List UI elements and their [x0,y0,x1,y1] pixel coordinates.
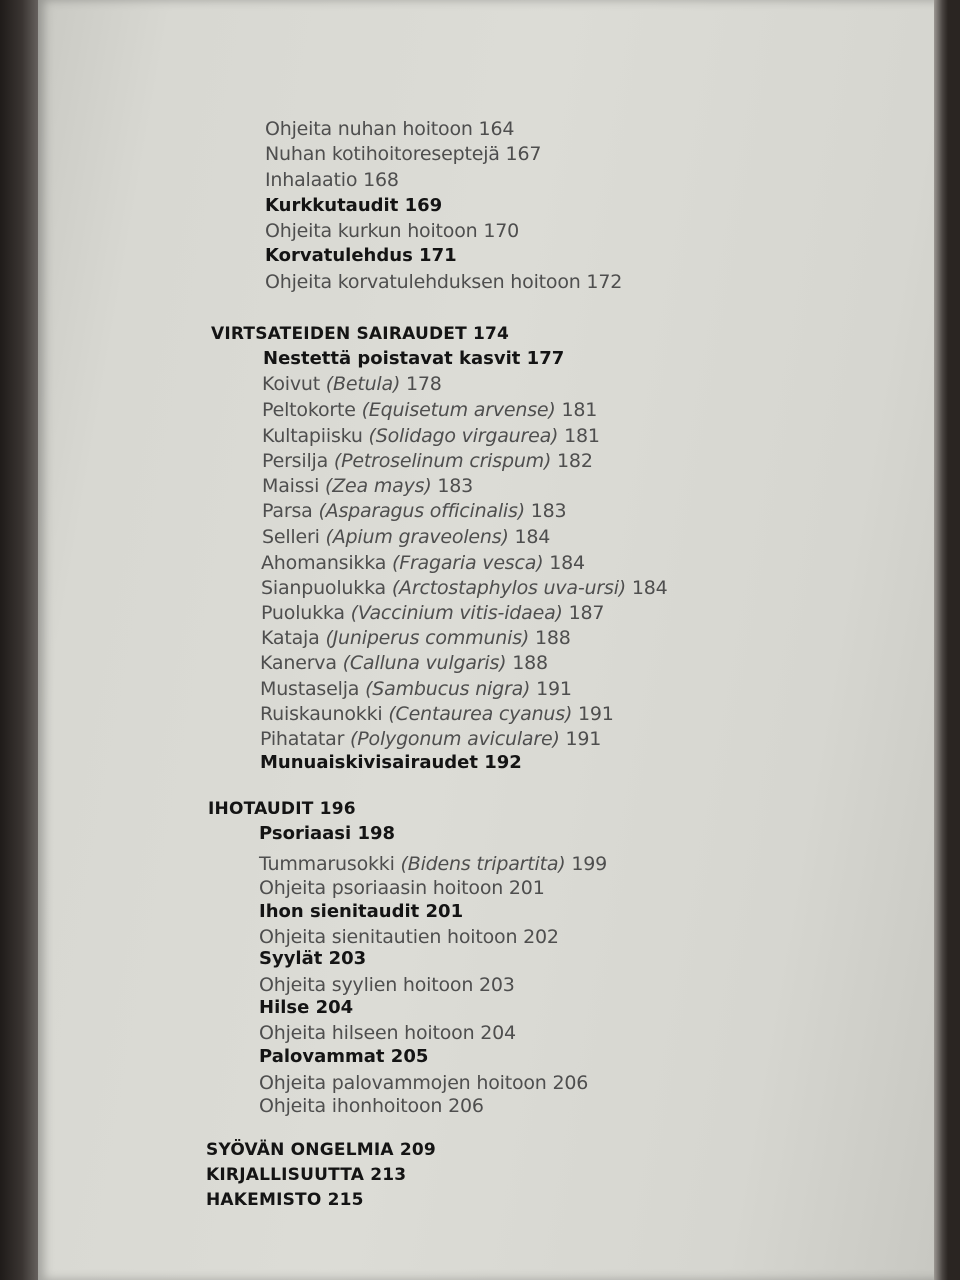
plant-latin-name: (Petroselinum crispum) [333,450,552,472]
plant-page: 183 [431,475,474,497]
plant-name: Peltokorte [262,399,362,421]
toc-section-heading: IHOTAUDIT 196 [208,799,356,819]
toc-subheading: Munuaiskivisairaudet 192 [260,752,522,773]
plant-name: Pihatatar [260,728,351,750]
toc-plant-entry [260,705,614,724]
toc-plant-entry [262,401,597,420]
book-spine [0,0,40,1280]
toc-section-heading: VIRTSATEIDEN SAIRAUDET 174 [211,324,510,344]
toc-entry: Ohjeita ihonhoitoon 206 [259,1095,484,1117]
toc-plant-entry [260,680,572,699]
plant-page: 191 [572,703,614,725]
toc-subheading: Hilse 204 [259,997,354,1018]
plant-page: 184 [625,577,668,599]
plant-page: 181 [555,399,598,421]
plant-name: Tummarusokki [259,853,401,875]
toc-entry: Inhalaatio 168 [265,169,399,191]
plant-latin-name: (Solidago virgaurea) [368,425,559,447]
plant-name: Koivut [262,373,326,395]
toc-section-heading: SYÖVÄN ONGELMIA 209 [206,1140,436,1160]
plant-latin-name: (Apium graveolens) [325,526,509,548]
toc-subheading: Ihon sienitaudit 201 [259,901,464,922]
plant-latin-name: (Asparagus officinalis) [318,500,525,522]
toc-plant-entry [261,579,668,598]
toc-plant-entry [262,452,593,471]
plant-page: 182 [551,450,593,472]
plant-name: Sianpuolukka [261,577,392,599]
toc-subheading: Korvatulehdus 171 [265,245,457,266]
toc-entry: Nuhan kotihoitoreseptejä 167 [265,143,542,165]
toc-section-heading: KIRJALLISUUTTA 213 [206,1165,407,1185]
toc-plant-entry [262,528,550,547]
plant-name: Maissi [262,475,326,497]
toc-entry: Ohjeita korvatulehduksen hoitoon 172 [265,271,623,293]
toc-plant-entry [261,629,571,648]
plant-latin-name: (Equisetum arvense) [361,399,556,421]
plant-page: 181 [558,425,600,447]
plant-page: 184 [543,552,585,574]
plant-page: 188 [529,627,571,649]
toc-entry: Ohjeita psoriaasin hoitoon 201 [259,877,545,899]
book-page [38,0,948,1280]
plant-name: Mustaselja [260,678,366,700]
plant-name: Ahomansikka [261,552,392,574]
toc-subheading: Kurkkutaudit 169 [265,195,443,216]
plant-page: 199 [565,853,607,875]
plant-page: 187 [562,602,605,624]
plant-latin-name: (Bidens tripartita) [400,853,566,875]
toc-entry: Ohjeita hilseen hoitoon 204 [259,1022,516,1044]
toc-plant-entry [260,654,548,673]
plant-name: Ruiskaunokki [260,703,389,725]
plant-name: Selleri [262,526,326,548]
table-of-contents [38,0,948,1280]
toc-subheading: Palovammat 205 [259,1046,429,1067]
toc-subheading: Nestettä poistavat kasvit 177 [263,348,565,369]
plant-latin-name: (Polygonum aviculare) [350,728,560,750]
toc-plant-entry [262,427,600,446]
plant-name: Kataja [261,627,326,649]
plant-page: 191 [559,728,602,750]
plant-latin-name: (Juniperus communis) [325,627,530,649]
plant-latin-name: (Fragaria vesca) [392,552,544,574]
plant-name: Parsa [262,500,319,522]
toc-entry: Ohjeita sienitautien hoitoon 202 [259,926,559,948]
plant-latin-name: (Sambucus nigra) [365,678,531,700]
toc-plant-entry [262,477,473,496]
toc-subheading: Syylät 203 [259,948,367,969]
toc-plant-entry [259,855,607,874]
plant-name: Persilja [262,450,334,472]
toc-entry: Ohjeita syylien hoitoon 203 [259,974,515,996]
toc-section-heading: HAKEMISTO 215 [206,1190,364,1210]
toc-plant-entry [262,375,442,394]
plant-latin-name: (Centaurea cyanus) [388,703,573,725]
plant-name: Puolukka [261,602,351,624]
plant-latin-name: (Arctostaphylos uva-ursi) [391,577,626,599]
plant-latin-name: (Calluna vulgaris) [342,652,507,674]
toc-entry: Ohjeita kurkun hoitoon 170 [265,220,519,242]
plant-name: Kanerva [260,652,343,674]
plant-page: 188 [506,652,548,674]
plant-latin-name: (Zea mays) [325,475,432,497]
toc-plant-entry [262,502,566,521]
plant-name: Kultapiisku [262,425,369,447]
toc-entry: Ohjeita nuhan hoitoon 164 [265,118,515,140]
toc-entry: Ohjeita palovammojen hoitoon 206 [259,1072,589,1094]
plant-page: 184 [508,526,551,548]
toc-plant-entry [261,554,585,573]
toc-plant-entry [260,730,601,749]
toc-subheading: Psoriaasi 198 [259,823,396,844]
plant-page: 178 [400,373,442,395]
plant-page: 183 [524,500,567,522]
toc-plant-entry [261,604,604,623]
plant-page: 191 [530,678,572,700]
plant-latin-name: (Betula) [325,373,401,395]
plant-latin-name: (Vaccinium vitis-idaea) [350,602,563,624]
